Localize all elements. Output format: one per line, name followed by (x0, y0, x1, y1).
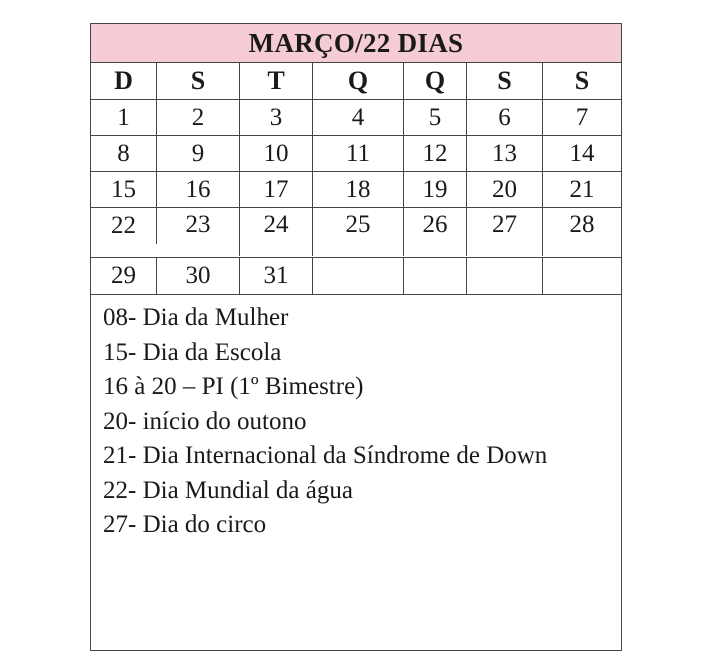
event-note: 22- Dia Mundial da água (103, 476, 353, 504)
day-cell: 28 (569, 211, 595, 238)
day-cell: 13 (467, 136, 543, 171)
day-cell: 1 (91, 100, 157, 135)
day-cell: 10 (240, 136, 313, 171)
week-row (91, 172, 621, 208)
weekday-header: S (467, 63, 543, 99)
calendar-table (90, 23, 622, 651)
day-cell: 8 (91, 136, 157, 171)
day-cell (313, 258, 404, 294)
day-cell: 25 (313, 208, 404, 256)
day-cell: 4 (313, 100, 404, 135)
day-cell: 5 (404, 100, 467, 135)
event-note: 16 à 20 – PI (1º Bimestre) (103, 373, 364, 400)
day-cell: 9 (157, 136, 240, 171)
day-cell: 14 (569, 139, 595, 167)
weekday-header: Q (404, 63, 467, 99)
day-cell: 24 (240, 208, 313, 256)
day-cell: 15 (91, 172, 157, 207)
day-cell: 20 (467, 172, 543, 207)
calendar-title: MARÇO/22 DIAS (91, 24, 621, 63)
day-cell: 27 (467, 208, 543, 256)
day-cell (404, 258, 467, 294)
event-note: 20- início do outono (103, 407, 307, 435)
day-cell: 18 (313, 172, 404, 207)
day-cell: 7 (575, 103, 589, 131)
weekday-header: Q (313, 63, 404, 99)
day-cell: 30 (157, 258, 240, 294)
day-cell: 31 (240, 258, 313, 294)
day-cell: 23 (157, 208, 240, 256)
week-row (91, 208, 621, 258)
event-note: 08- Dia da Mulher (103, 304, 289, 331)
weekday-header: S (574, 66, 590, 95)
weekday-header: D (91, 63, 157, 99)
events-list (91, 296, 621, 543)
day-cell: 11 (313, 136, 404, 171)
calendar-grid (91, 63, 621, 295)
day-cell: 26 (404, 208, 467, 256)
day-cell: 19 (404, 172, 467, 207)
day-cell: 6 (467, 100, 543, 135)
event-note: 27- Dia do circo (103, 511, 267, 538)
event-note: 15- Dia da Escola (103, 338, 282, 366)
weekday-header: T (240, 63, 313, 99)
day-cell (543, 258, 621, 294)
day-cell: 17 (240, 172, 313, 207)
day-cell: 12 (404, 136, 467, 171)
weekday-header: S (157, 63, 240, 99)
day-cell: 21 (569, 175, 595, 203)
day-cell: 16 (157, 172, 240, 207)
week-row (91, 100, 621, 136)
week-row (91, 136, 621, 172)
weekday-header-row (91, 63, 621, 100)
day-cell: 22 (91, 208, 157, 244)
event-note: 21- Dia Internacional da Síndrome de Down (103, 442, 548, 469)
day-cell: 29 (91, 258, 157, 294)
day-cell: 2 (157, 100, 240, 135)
week-row (91, 258, 621, 295)
day-cell: 3 (240, 100, 313, 135)
day-cell (467, 258, 543, 294)
